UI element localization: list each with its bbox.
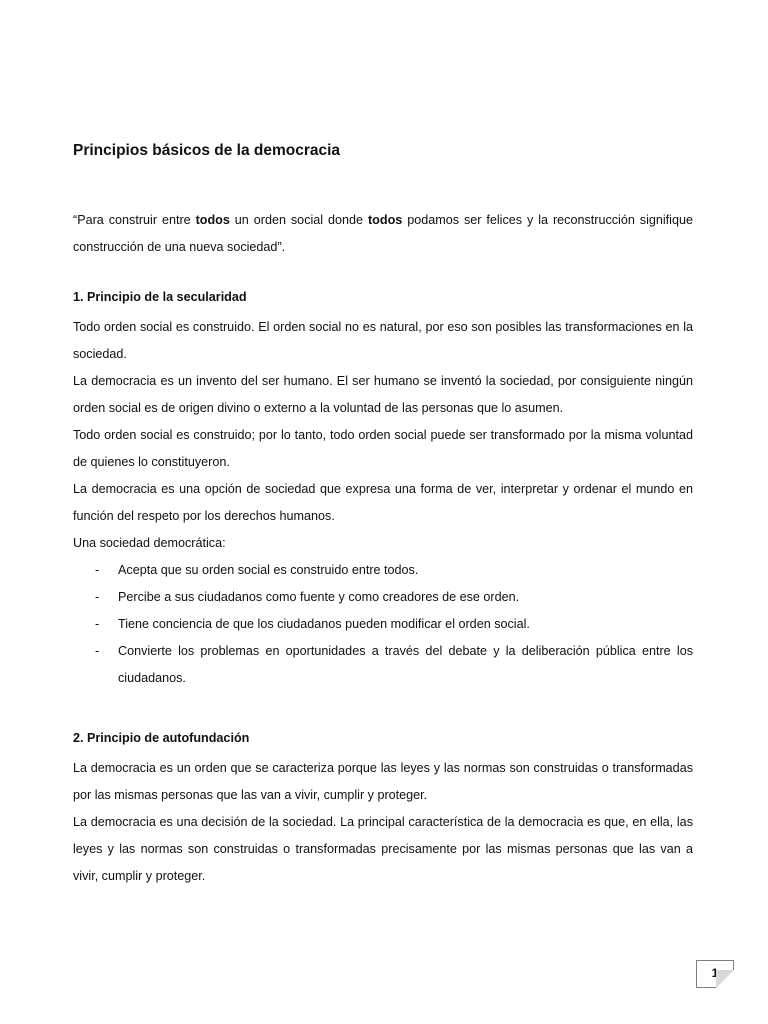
paragraph: La democracia es una opción de sociedad que expresa una forma de ver, interpretar y ordenar el mundo en función del respeto por los derechos humanos. [73,482,693,523]
page-number-text: 1 [711,966,719,980]
page-number [696,960,734,988]
bullet-dash: - [95,644,100,658]
document-title: Principios básicos de la democracia [73,142,341,159]
list-item-text: Tiene conciencia de que los ciudadanos pueden modificar el orden social. [118,617,530,631]
quote-text-3: podamos ser felices y la reconstrucción signifique construcción de una nueva sociedad”. [73,213,693,254]
list-item-text: Acepta que su orden social es construido entre todos. [118,563,419,577]
quote-text-2: un orden social donde [229,213,368,227]
list-item [73,611,693,638]
section-heading: 1. Principio de la secularidad [73,290,247,304]
paragraph: Todo orden social es construido. El orden social no es natural, por eso son posibles las transformaciones en la sociedad. [73,320,693,361]
paragraph: La democracia es un orden que se caracteriza porque las leyes y las normas son construidas o transformadas por las mismas personas que las van a vivir, cumplir y proteger. [73,761,693,802]
list-item-text: Percibe a sus ciudadanos como fuente y como creadores de ese orden. [118,590,520,604]
paragraph: Todo orden social es construido; por lo tanto, todo orden social puede ser transformado por la misma voluntad de quienes lo constituyeron. [73,428,693,469]
list-item [73,638,693,692]
paragraph: La democracia es un invento del ser humano. El ser humano se inventó la sociedad, por consiguiente ningún orden social es de origen divino o externo a la voluntad de las personas que lo asumen. [73,374,693,415]
section-heading: 2. Principio de autofundación [73,731,250,745]
quote-bold-1: todos [195,213,230,227]
bullet-dash: - [95,563,100,577]
list-item [73,557,693,584]
quote-bold-2: todos [367,213,403,227]
section-autofundacion [73,728,693,890]
paragraph: Una sociedad democrática: [73,536,226,550]
bullet-list [73,557,693,692]
page-curl-icon [716,970,734,988]
section-secularidad [73,287,693,692]
intro-quote [73,207,693,261]
list-item-text: Convierte los problemas en oportunidades a través del debate y la deliberación pública entre los ciudadanos. [118,644,693,685]
bullet-dash: - [95,617,100,631]
list-item [73,584,693,611]
quote-text-1: “Para construir entre [73,213,196,227]
paragraph: La democracia es una decisión de la sociedad. La principal característica de la democracia es que, en ella, las leyes y las normas son construidas o transformadas precisamente por las mismas personas que las van a vivir, cumplir y proteger. [73,815,693,883]
bullet-dash: - [95,590,100,604]
